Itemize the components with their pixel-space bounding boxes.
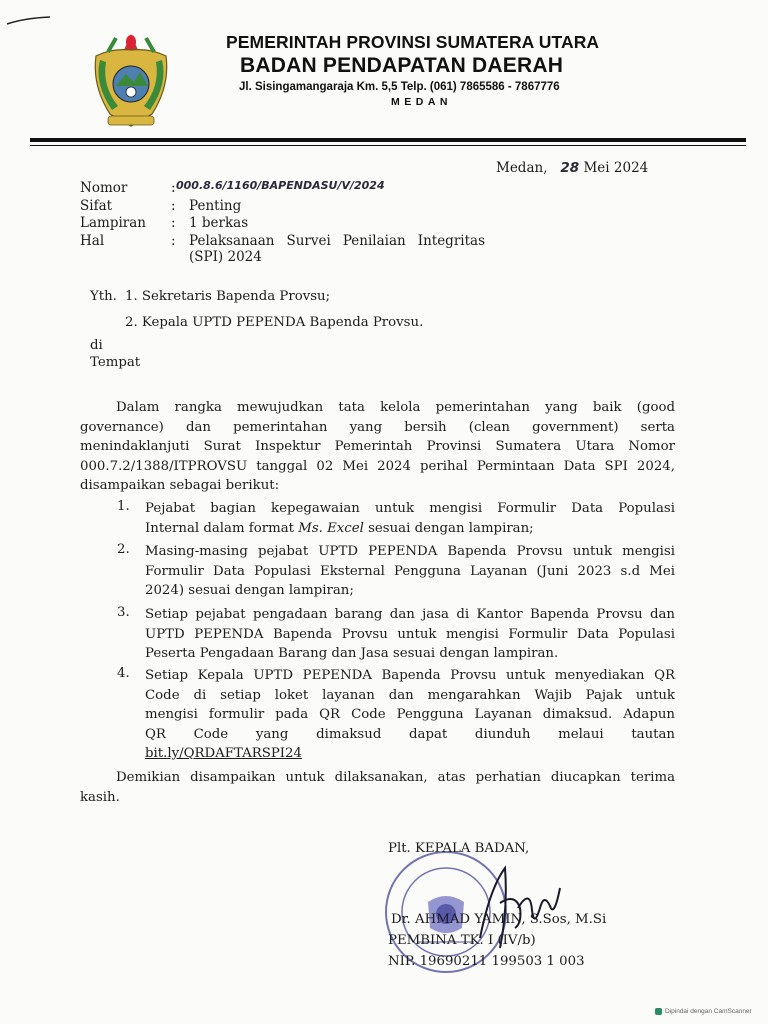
point-line: Setiap pejabat pengadaan barang dan jasa di Kantor Bapenda Provsu dan	[145, 607, 675, 622]
recipient-di: di	[90, 338, 103, 353]
signature-title: Plt. KEPALA BADAN,	[388, 841, 530, 856]
point-line	[145, 519, 675, 539]
date-day: 28	[560, 160, 580, 176]
point-2	[145, 542, 675, 601]
letterhead-city: MEDAN	[391, 96, 452, 108]
recipient-item: 2. Kepala UPTD PEPENDA Bapenda Provsu.	[125, 315, 424, 330]
date-place: Medan,	[496, 160, 548, 176]
recipient-tempat: Tempat	[90, 355, 141, 370]
meta-colon: :	[171, 233, 176, 249]
point-3	[145, 605, 675, 664]
hal-line1: Pelaksanaan Survei Penilaian Integritas	[189, 233, 485, 249]
point-line: Setiap Kepala UPTD PEPENDA Bapenda Provsu untuk menyediakan QR	[145, 668, 675, 683]
scanner-watermark	[655, 1008, 752, 1015]
point-line: Code di setiap loket layanan dan mengarahkan Wajib Pajak untuk	[145, 687, 675, 703]
point-line: QR Code yang dimaksud dapat diunduh melaui tautan	[145, 726, 675, 742]
point-line: 2024) sesuai dengan lampiran;	[145, 583, 354, 598]
meta-colon: :	[171, 198, 176, 214]
letterhead-line2: BADAN PENDAPATAN DAERAH	[240, 54, 564, 77]
closing-paragraph	[80, 768, 675, 807]
point-number: 2.	[117, 542, 130, 557]
recipient-item: 1. Sekretaris Bapenda Provsu;	[125, 289, 331, 304]
letterhead-rule-thin	[30, 145, 746, 146]
intro-line: governance) dan pemerintahan yang bersih (clean government) serta	[80, 419, 675, 435]
pen-mark	[5, 14, 53, 28]
point-line: Masing-masing pejabat UPTD PEPENDA Bapenda Provsu untuk mengisi	[145, 544, 675, 559]
closing-line: kasih.	[80, 789, 120, 805]
signature-rank: PEMBINA TK. I (IV/b)	[388, 933, 536, 948]
intro-line: disampaikan sebagai berikut:	[80, 478, 280, 493]
meta-value-sifat: Penting	[189, 198, 242, 214]
intro-line: Dalam rangka mewujudkan tata kelola pemerintahan yang baik (good	[116, 400, 675, 415]
point-1	[145, 499, 675, 538]
meta-value-nomor: 000.8.6/1160/BAPENDASU/V/2024	[176, 179, 385, 192]
point-line: Peserta Pengadaan Barang dan Jasa sesuai dengan lampiran.	[145, 646, 559, 661]
point-line: Formulir Data Populasi Eksternal Pengguna Layanan (Juni 2023 s.d Mei	[145, 563, 675, 579]
meta-value-hal	[189, 233, 485, 265]
letter-date	[496, 160, 648, 176]
camscanner-icon	[655, 1008, 662, 1015]
letterhead-address: Jl. Sisingamangaraja Km. 5,5 Telp. (061) 7865586 - 7867776	[239, 81, 560, 93]
point-line: mengisi formulir pada QR Code Pengguna Layanan dimaksud. Adapun	[145, 707, 675, 722]
point-number: 4.	[117, 666, 130, 681]
meta-colon: :	[171, 180, 176, 196]
intro-line: 000.7.2/1388/ITPROVSU tanggal 02 Mei 2024 perihal Permintaan Data SPI 2024,	[80, 458, 675, 474]
letterhead-rule-thick	[30, 138, 746, 142]
point-text: Internal dalam format	[145, 520, 299, 536]
intro-line: menindaklanjuti Surat Inspektur Pemerintah Provinsi Sumatera Utara Nomor	[80, 439, 675, 454]
intro-paragraph	[80, 398, 675, 496]
meta-label-sifat: Sifat	[80, 198, 113, 214]
meta-label-lampiran: Lampiran	[80, 215, 146, 231]
recipient-prefix: Yth.	[90, 289, 117, 304]
point-number: 3.	[117, 605, 130, 620]
qr-download-link[interactable]: bit.ly/QRDAFTARSPI24	[145, 746, 302, 761]
point-line: UPTD PEPENDA Bapenda Provsu untuk mengisi Formulir Data Populasi	[145, 626, 675, 642]
closing-line: Demikian disampaikan untuk dilaksanakan, atas perhatian diucapkan terima	[116, 770, 675, 785]
date-month-year: Mei 2024	[583, 160, 649, 176]
signature-block	[388, 838, 606, 972]
province-emblem-icon	[88, 26, 174, 134]
point-4	[145, 666, 675, 764]
meta-label-hal: Hal	[80, 233, 105, 249]
meta-value-lampiran: 1 berkas	[189, 215, 249, 231]
letterhead-line1: PEMERINTAH PROVINSI SUMATERA UTARA	[226, 32, 600, 52]
point-text-italic: Ms. Excel	[298, 520, 364, 536]
point-text: sesuai dengan lampiran;	[363, 520, 534, 536]
scanner-watermark-text: Dipindai dengan CamScanner	[665, 1008, 752, 1016]
signature-nip: NIP. 19690211 199503 1 003	[388, 954, 585, 969]
meta-label-nomor: Nomor	[80, 180, 128, 196]
meta-colon: :	[171, 215, 176, 231]
hal-line2: (SPI) 2024	[189, 249, 262, 265]
point-number: 1.	[117, 499, 130, 514]
signature-name: Dr. AHMAD YAMIN, S.Sos, M.Si	[391, 912, 607, 927]
point-line: Pejabat bagian kepegawaian untuk mengisi Formulir Data Populasi	[145, 501, 675, 516]
